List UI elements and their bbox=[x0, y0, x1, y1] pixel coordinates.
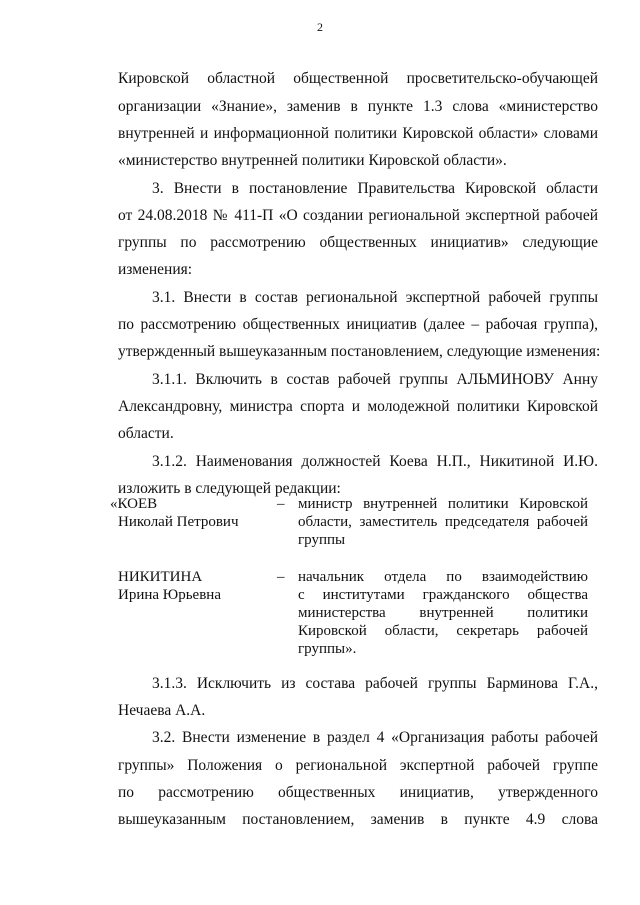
text-line: группы» Положения о региональной экспертной рабочей группе bbox=[118, 757, 598, 774]
text-line: «министерство внутренней политики Кировской области». bbox=[118, 152, 507, 169]
member-desc-line: министерства внутренней политики bbox=[298, 605, 588, 621]
text-line: организации «Знание», заменив в пункте 1.3 слова «министерство bbox=[118, 98, 598, 115]
member-name: Ирина Юрьевна bbox=[118, 587, 221, 603]
paragraph-first-line: 3.2. Внести изменение в раздел 4 «Организация работы рабочей bbox=[152, 729, 598, 746]
text-line: Нечаева А.А. bbox=[118, 702, 206, 719]
member-dash: – bbox=[277, 569, 285, 585]
text-line: области. bbox=[118, 425, 174, 442]
text-line: внутренней и информационной политики Кировской области» словами bbox=[118, 125, 598, 142]
member-desc-line: области, заместитель председателя рабочей bbox=[298, 514, 588, 530]
text-line: по рассмотрению общественных инициатив, утвержденного bbox=[118, 784, 598, 801]
member-desc-line: начальник отдела по взаимодействию bbox=[298, 569, 588, 585]
text-line: вышеуказанным постановлением, заменив в пункте 4.9 слова bbox=[118, 811, 598, 828]
paragraph-first-line: 3.1.2. Наименования должностей Коева Н.П., Никитиной И.Ю. bbox=[152, 453, 598, 470]
member-desc-line: группы bbox=[298, 532, 346, 548]
text-line: утвержденный вышеуказанным постановлением, следующие изменения: bbox=[118, 343, 601, 360]
paragraph-first-line: 3.1. Внести в состав региональной экспертной рабочей группы bbox=[152, 289, 598, 306]
page-number: 2 bbox=[317, 20, 323, 34]
member-desc-line: группы». bbox=[298, 641, 357, 657]
text-line: по рассмотрению общественных инициатив (далее – рабочая группа), bbox=[118, 316, 598, 333]
member-surname: НИКИТИНА bbox=[118, 569, 203, 585]
member-desc-line: Кировской области, секретарь рабочей bbox=[298, 623, 588, 639]
text-line: Александровну, министра спорта и молодежной политики Кировской bbox=[118, 398, 598, 415]
member-surname: «КОЕВ bbox=[110, 496, 158, 512]
member-desc-line: с институтами гражданского общества bbox=[298, 587, 588, 603]
text-line: изменения: bbox=[118, 261, 193, 278]
member-name: Николай Петрович bbox=[118, 514, 239, 530]
member-dash: – bbox=[277, 496, 285, 512]
paragraph-first-line: 3.1.3. Исключить из состава рабочей группы Барминова Г.А., bbox=[152, 675, 598, 692]
text-line: от 24.08.2018 № 411-П «О создании региональной экспертной рабочей bbox=[118, 207, 598, 224]
member-desc-line: министр внутренней политики Кировской bbox=[298, 496, 588, 512]
paragraph-first-line: 3. Внести в постановление Правительства Кировской области bbox=[152, 180, 598, 197]
text-line: Кировской областной общественной просветительско-обучающей bbox=[118, 70, 598, 87]
text-line: изложить в следующей редакции: bbox=[118, 480, 341, 497]
text-line: группы по рассмотрению общественных инициатив» следующие bbox=[118, 234, 598, 251]
paragraph-first-line: 3.1.1. Включить в состав рабочей группы АЛЬМИНОВУ Анну bbox=[152, 371, 598, 388]
